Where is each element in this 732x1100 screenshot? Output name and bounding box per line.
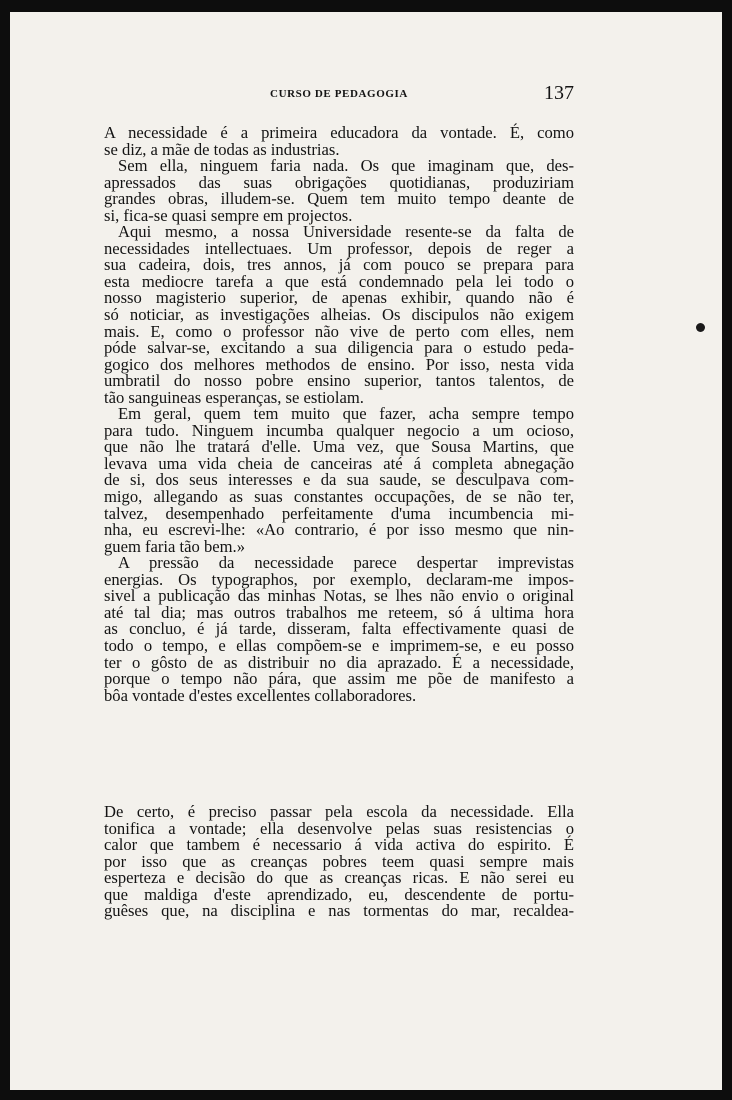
text-line: só noticiar, as investigações alheias. Os discipulos não exigem	[104, 305, 574, 325]
text-line: as concluo, é já tarde, disseram, falta effectivamente quasi de	[104, 619, 574, 639]
scan-border-left	[0, 0, 10, 1100]
running-title: CURSO DE PEDAGOGIA	[270, 88, 408, 100]
text-line: energias. Os typographos, por exemplo, declaram-me impos-	[104, 569, 574, 589]
text-line: bôa vontade d'estes excellentes collaboradores.	[104, 685, 417, 705]
text-line: guêses que, na disciplina e nas tormentas do mar, recaldea-	[104, 901, 574, 921]
text-line: até tal dia; mas outros trabalhos me reteem, só á ultima hora	[104, 602, 574, 622]
text-line: esperteza e decisão do que as creanças ricas. E não serei eu	[104, 868, 574, 888]
text-line: sivel a publicação das minhas Notas, se lhes não envio o original	[104, 586, 574, 606]
text-line: A pressão da necessidade parece despertar imprevistas	[118, 553, 574, 573]
scan-border-top	[0, 0, 732, 12]
text-line: guem faria tão bem.»	[104, 536, 245, 556]
text-line: que maldiga d'este aprendizado, eu, descendente de portu-	[104, 884, 574, 904]
text-line: póde salvar-se, excitando a sua diligencia para o estudo peda-	[104, 338, 574, 358]
body-text-block-1	[104, 125, 574, 704]
text-line: necessidades intellectuaes. Um professor, depois de reger a	[104, 238, 574, 258]
text-line: gogico dos melhores methodos de ensino. Por isso, nesta vida	[104, 354, 574, 374]
text-line: por isso que as creanças pobres teem quasi sempre mais	[104, 851, 574, 871]
text-line: ter o gôsto de as distribuir no dia aprazado. É a necessidade,	[104, 652, 574, 672]
text-line: porque o tempo não pára, que assim me põe de manifesto a	[104, 669, 574, 689]
text-line: Em geral, quem tem muito que fazer, acha sempre tempo	[118, 404, 574, 424]
text-line: mais. E, como o professor não vive de perto com elles, nem	[104, 321, 574, 341]
text-line: sua cadeira, dois, tres annos, já com pouco se prepara para	[104, 255, 574, 275]
scan-border-bottom	[0, 1090, 732, 1100]
text-line: Aqui mesmo, a nossa Universidade resente-se da falta de	[118, 222, 574, 242]
text-line: de si, dos seus interesses e da sua saude, se desculpava com-	[104, 470, 574, 490]
text-line: se diz, a mãe de todas as industrias.	[104, 139, 340, 159]
ink-speck	[696, 323, 705, 332]
text-line: tonifica a vontade; ella desenvolve pelas suas resistencias o	[104, 818, 574, 838]
body-text-block-2	[104, 804, 574, 920]
text-line: umbratil do nosso pobre ensino superior, tantos talentos, de	[104, 371, 574, 391]
text-line: De certo, é preciso passar pela escola da necessidade. Ella	[104, 802, 574, 821]
text-line: calor que tambem é necessario á vida activa do espirito. É	[104, 835, 574, 855]
page-number: 137	[544, 82, 574, 104]
text-line: Sem ella, ninguem faria nada. Os que imaginam que, des-	[118, 156, 574, 176]
text-line: que não lhe tratará d'elle. Uma vez, que Sousa Martins, que	[104, 437, 574, 457]
text-line: esta mediocre tarefa a que está condemnado pela lei todo o	[104, 271, 574, 291]
text-line: apressados das suas obrigações quotidianas, produziriam	[104, 172, 574, 192]
text-line: migo, allegando as suas constantes occupações, de se não ter,	[104, 487, 574, 507]
text-line: para tudo. Ninguem incumba qualquer negocio a um ocioso,	[104, 420, 574, 440]
text-line: levava uma vida cheia de canceiras até á completa abnegação	[104, 453, 574, 473]
text-line: grandes obras, illudem-se. Quem tem muito tempo deante de	[104, 189, 574, 209]
text-line: nosso magisterio superior, de apenas exhibir, quando não é	[104, 288, 574, 308]
running-head	[104, 82, 574, 110]
scan-border-right	[722, 0, 732, 1100]
text-line: si, fica-se quasi sempre em projectos.	[104, 205, 353, 225]
text-line: todo o tempo, e ellas compõem-se e imprimem-se, e eu posso	[104, 635, 574, 655]
text-line: A necessidade é a primeira educadora da vontade. É, como	[104, 123, 574, 142]
text-line: nha, eu escrevi-lhe: «Ao contrario, é por isso mesmo que nin-	[104, 520, 574, 540]
text-line: talvez, desempenhado perfeitamente d'uma incumbencia mi-	[104, 503, 574, 523]
text-line: tão sanguineas esperanças, se estiolam.	[104, 387, 364, 407]
